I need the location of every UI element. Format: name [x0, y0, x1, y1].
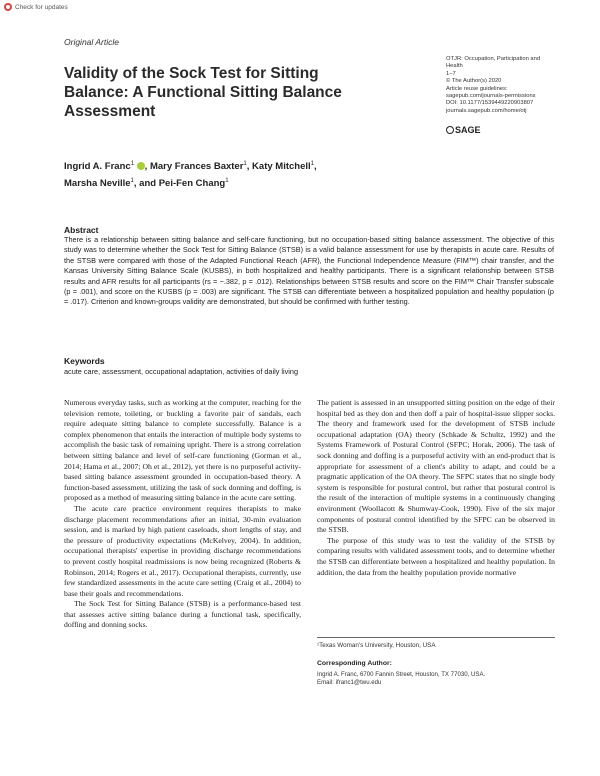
author-name[interactable]: , Katy Mitchell: [246, 161, 311, 173]
check-for-updates-label: Check for updates: [15, 3, 68, 11]
corresponding-author-email[interactable]: Email: ifranc1@twu.edu: [317, 679, 382, 686]
corresponding-author-heading: Corresponding Author:: [317, 660, 392, 667]
abstract-heading: Abstract: [64, 225, 99, 235]
journal-info: [446, 56, 566, 115]
article-type: Original Article: [64, 37, 119, 47]
journal-info-line: © The Author(s) 2020: [446, 78, 502, 85]
affiliation-footnote: ¹Texas Woman's University, Houston, USA: [317, 642, 436, 649]
publisher-name: SAGE: [455, 125, 481, 135]
author-name[interactable]: Ingrid A. Franc: [64, 161, 131, 173]
journal-info-line: 1–7: [446, 70, 456, 77]
affiliation-mark: 1: [130, 161, 135, 167]
keywords-text: acute care, assessment, occupational adaptation, activities of daily living: [64, 367, 299, 376]
affiliation-mark: 1: [130, 178, 134, 185]
abstract-text: There is a relationship between sitting balance and self-care functioning, but no occupation-based sitting balance assessment. The objective of this study was to determine whether the Sock Test for Sitting Balance (STSB) is a valid balance assessment for use by therapists in acute care. Results of the STSB were compared with those of the Adapted Functional Reach (AFR), the Functional Independence Measure (FIM™) chair transfer, and the Kansas University Sitting Balance Scale (KUSBS), in both hospitalized and healthy participants. There is a significant relationship between STSB results and AFR results for all participants (rs = −.382, p = .012). Relationships between STSB results and score on the FIM™ Chair Transfer subscale (p = .001), and score on the KUSBS (p = .003) are significant. The STSB can differentiate between a hospitalized population and healthy population (p = .017). Criterion and known-groups validity are demonstrated, but should be confirmed with further testing.: [64, 235, 554, 307]
sage-logo-icon: [446, 126, 454, 134]
body-column-right: [317, 398, 555, 578]
affiliation-mark: 1: [310, 161, 314, 167]
body-paragraph: The acute care practice environment requires therapists to make discharge placement recommendations after an initial, 30-min evaluation session, and is marked by high patient caseloads, short lengths of stay, and the pressure of productivity expectations (McKelvey, 2004). In addition, occupational therapists' expertise in providing discharge recommendations to prevent costly hospital readmissions is now being recognized (Roberts & Robinson, 2014; Rogers et al., 2017). Occupational therapists, currently, use few standardized assessments in the acute care setting (Craig et al., 2004) to base their goals and recommendations.: [64, 503, 301, 598]
author-separator: ,: [313, 161, 317, 173]
publisher-logo: [446, 125, 481, 135]
body-paragraph: The Sock Test for Sitting Balance (STSB) is a performance-based test that assesses active sitting balance during a functional task, specifically, doffing and donning socks.: [64, 599, 301, 630]
affiliation-mark: 1: [225, 178, 229, 185]
author-name[interactable]: Marsha Neville: [64, 178, 131, 190]
check-for-updates-link[interactable]: [4, 3, 68, 11]
corresponding-author-address: Ingrid A. Franc, 6700 Fannin Street, Houston, TX 77030, USA.: [317, 671, 486, 678]
author-name[interactable]: , Mary Frances Baxter: [144, 161, 244, 173]
footnote-divider: [317, 637, 555, 638]
body-paragraph: The purpose of this study was to test the validity of the STSB by comparing results with validated assessment tools, and to determine whether the STSB can differentiate between a hospitalized and healthy population. In addition, the data from the healthy population provide normative: [317, 535, 555, 577]
article-title: Validity of the Sock Test for Sitting Balance: A Functional Sitting Balance Assessment: [64, 65, 342, 120]
keywords-heading: Keywords: [64, 356, 105, 366]
journal-info-doi[interactable]: DOI: 10.1177/1539449220903807: [446, 100, 534, 107]
author-list: [64, 157, 404, 191]
journal-info-line: Article reuse guidelines:: [446, 85, 508, 92]
journal-info-line: Health: [446, 63, 463, 70]
journal-info-line: OTJR: Occupation, Participation and: [446, 56, 541, 62]
crossmark-icon: [4, 3, 12, 11]
orcid-icon[interactable]: [137, 162, 145, 170]
journal-info-link[interactable]: journals.sagepub.com/home/otj: [446, 107, 527, 114]
body-paragraph: The patient is assessed in an unsupported sitting position on the edge of their hospital bed as they don and then doff a pair of hospital-issue slipper socks. The theory and framework used for the development of STSB include occupational adaptation (OA) theory (Schkade & Schultz, 1992) and the Systems Framework of Postural Control (SFPC; Horak, 2006). The task of sock donning and doffing is a purposeful activity with an end-product that is appropriate for assessment of a client's ability to adapt, and could be a pragmatic application of the OA theory. The SFPC states that no single body system is responsible for postural control, but rather that postural control is the result of the interaction of multiple systems in a continuously changing environment (Woollacott & Shumway-Cook, 1990). Five of the six major components of postural control identified by the SFPC can be observed in the STSB.: [317, 398, 555, 535]
affiliation-mark: 1: [243, 161, 247, 167]
author-name[interactable]: , and Pei-Fen Chang: [133, 178, 226, 190]
journal-info-link[interactable]: sagepub.com/journals-permissions: [446, 93, 536, 100]
body-column-left: [64, 398, 301, 631]
body-paragraph: Numerous everyday tasks, such as working at the computer, reaching for the television remote, toileting, or buckling a favorite pair of sandals, each require adequate sitting balance to complete successfully. Balance is a complex phenomenon that entails the interaction of multiple body systems to accomplish the basic task of remaining upright. There is a strong correlation between sitting balance and level of self-care functioning (Gorman et al., 2014; Hama et al., 2007; Oh et al., 2012), yet there is no purposeful activity-based sitting balance assessment grounded in occupation-based theory. A function-based assessment, utilizing the task of sock donning and doffing, is proposed as a method of measuring sitting balance in the acute care setting.: [64, 398, 301, 503]
